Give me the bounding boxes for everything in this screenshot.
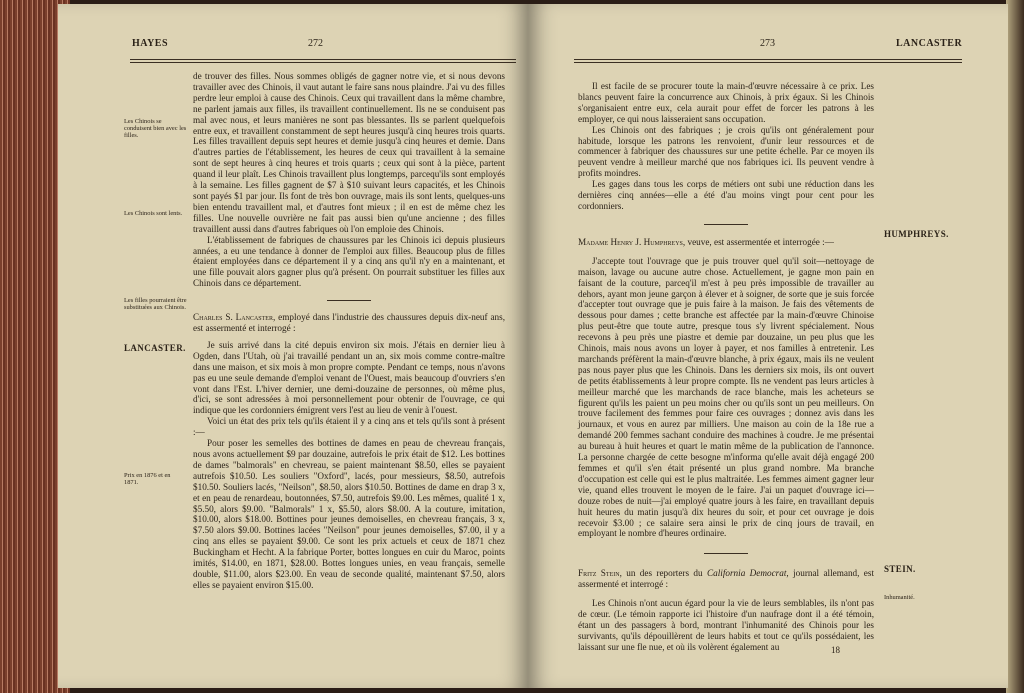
speaker-name: Fritz Stein, <box>578 568 622 579</box>
speaker-description: veuve, est assermentée et interrogée :— <box>687 236 834 247</box>
paragraph: Les gages dans tous les corps de métiers ont subi une réduction dans les dernières cinq années—elle a été d'au moins vingt pour cent pour les cordonniers. <box>578 179 874 211</box>
paragraph: L'établissement de fabriques de chaussures par les Chinois ici depuis plusieurs années, a eu une tendance à donner de l'emploi aux filles. Beaucoup plus de filles étaient employées dans ce département il y a cinq ans qu'il n'y en a maintenant, et une fille pouvait alors gagner plus qu'à présent. On pourrait substituer les filles aux Chinois dans ce département. <box>193 234 505 289</box>
margin-note: Inhumanité. <box>884 594 915 601</box>
section-separator <box>704 553 748 554</box>
speaker-description: un des reporters du <box>626 568 703 579</box>
speaker-intro <box>578 568 874 590</box>
paragraph: Il est facile de se procurer toute la main-d'œuvre nécessaire à ce prix. Les blancs peuvent faire la concurrence aux Chinois, à prix égaux. Si les Chinois s'organisaient entre eux, cela aurait pour effet de forcer les patrons à les employer, ce qui nous laisseraient sans occupation. <box>578 81 874 124</box>
page-edges-right <box>1006 0 1024 693</box>
speaker-intro <box>578 237 874 248</box>
header-rule <box>130 59 516 60</box>
newspaper-title: California Democrat, <box>707 568 789 579</box>
paragraph: Pour poser les semelles des bottines de dames en peau de chevreau français, nous avons actuellement $9 par douzaine, autrefois le prix était de $12. Les bottines de dames "balmorals" en chevreau, se paient maintenant $8.50, elles se payaient autrefois $10.50. Les souliers "Oxford", lacés, pour messieurs, $8.50, autrefois $10.50. Souliers lacés, "Neilson", $8.50, alors $10.50. Bottines de dame en drap 3 x, et en peau de renardeau, boutonnées, $7.50, autrefois $9.00. Les mêmes, qualité 1 x, $5.50, alors $9.00. "Balmorals" 1 x, $5.50, alors $8.00. A la couture, imitation, $10.00, alors $18.00. Bottines pour jeunes demoiselles, en chevreau français, 3 x, $7.50 alors $9.00. Bottines lacées "Neilson" pour jeunes demoiselles, $7.00, il y a cinq ans elles se payaient $9.00. Ce sont les prix actuels et ceux de 1871 chez Buckingham et Hecht. A la fabrique Porter, bottes longues en cuir du Maroc, points imités, $14.00, en 1871, $28.00. Bottes longues unies, en veau français, semelle double, $11.00, alors $23.00. En veau de seconde qualité, maintenant $7.50, alors elles se payaient environ $15.00. <box>193 438 505 590</box>
right-page <box>528 4 1008 688</box>
margin-note: Les Chinois se conduisent bien avec les filles. <box>124 118 187 140</box>
section-separator <box>327 300 371 301</box>
paragraph: Les Chinois n'ont aucun égard pour la vie de leurs semblables, ils n'ont pas de cœur. (Le témoin rapporte ici l'histoire d'un naufrage dont il a été témoin, étant un des passagers à bord, montrant l'inhumanité des Chinois pour les survivants, qu'ils dépouillèrent de leurs habits et tout ce qu'ils possédaient, les laissant sur une fle nue, et où ils volèrent également au <box>578 598 874 652</box>
section-separator <box>704 224 748 225</box>
left-page <box>58 4 528 688</box>
signature-mark: 18 <box>831 645 840 655</box>
speaker-name: Charles S. Lancaster, <box>193 312 276 323</box>
paragraph: Les Chinois ont des fabriques ; je crois qu'ils ont généralement pour habitude, lorsque les patrons les renvoient, d'unir leur ressources et de commencer à fabriquer des chaussures sur une petite échelle. Par ce moyen ils peuvent vendre à meilleur marché que nos fabriques ici. Ils peuvent vendre à profits moindres. <box>578 124 874 179</box>
margin-note: Les filles pourraient être substituées aux Chinois. <box>124 297 187 312</box>
running-head-left: HAYES <box>132 38 169 49</box>
page-number-right: 273 <box>760 38 775 49</box>
page-number-left: 272 <box>308 38 323 49</box>
margin-note: Prix en 1876 et en 1871. <box>124 472 171 487</box>
margin-note: Les Chinois sont lents. <box>124 210 183 217</box>
paragraph: Je suis arrivé dans la cité depuis environ six mois. J'étais en dernier lieu à Ogden, dans l'Utah, où j'ai travaillé pendant un an, six mois comme contre-maître dans une maison, et six mois à mon propre compte. Pendant ce temps, nous n'avons pas eu une seule demande d'emploi venant de l'Ouest, mais beaucoup d'ouvriers s'en vont dans l'Est. L'hiver dernier, une demi-douzaine de personnes, où même plus, d'ici, se sont adressées à moi personnellement pour obtenir de l'ouvrage, ce qui indique que les cordonniers émigrent vers l'est au lieu de venir à l'ouest. <box>193 339 505 416</box>
speaker-margin-stein: STEIN. <box>884 564 916 574</box>
speaker-name: Madame Henry J. Humphreys, <box>578 236 686 247</box>
paragraph: J'accepte tout l'ouvrage que je puis trouver quel qu'il soit—nettoyage de maison, lavage ou aucune autre chose. Actuellement, je gagne mon pain en faisant de la couture, parceq'il m'est à peu près impossible de travailler au dehors, ayant mon jeune garçon à élever et à soigner, de sorte que je suis forcée d'accepter tout ouvrage que je puis faire à la maison. Je fais des vêtements de dessous pour dames ; cette branche est affectée par la main-d'œuvre Chinoise plus peut-être que toute autre, presque tous s'y livrent spécialement. Nous recevons à peu près une piastre et demie par douzaine, un peu plus que les Chinois, mais nous avons un loyer à payer, et nos familles à entretenir. Les marchands préfèrent la main-d'œuvre blanche, à prix égaux, mais ils ne veulent pas nous payer plus que les Chinois. Dans les derniers six mois, ils ont ouvert de petits établissements à leur propre compte. Ils ne vendent pas leurs articles à meilleur marché que les marchands de race blanche, mais les acheteurs se figurent qu'ils les paient un peu moins cher ou qu'ils sont un peu meilleurs. On trouve facilement des femmes pour faire ces ouvrages ; donnez avis dans les journaux, et vous en aurez par milliers. Une maison au coin de la 18e rue a demandé 200 femmes sachant conduire des machines à coudre. Je me présentai au bureau à huit heures et quart le matin même de la publication de l'annonce. La personne chargée de cette besogne m'informa qu'elle avait déjà engagé 200 femmes et qu'il s'en était présenté un plus grand nombre. Ma branche d'occupation est celle qui est le plus maltraitée. Les femmes aiment gagner leur vie, quand elles trouvent le moyen de le faire. J'ai un paquet d'ouvrage ici—douze robes de nuit—j'ai employé quatre jours à les faire, en travaillant depuis huit heures du matin jusqu'à dix heures du soir, et pour cet ouvrage je dois recevoir $3.00 ; ce salaire sera ainsi le prix de cinq jours de travail, en employant le nombre d'heures ordinaire. <box>578 255 874 539</box>
running-head-right: LANCASTER <box>896 38 963 49</box>
speaker-intro <box>193 312 505 334</box>
right-page-text-top <box>578 81 874 653</box>
header-rule <box>130 62 516 63</box>
paragraph: Voici un état des prix tels qu'ils étaient il y a cinq ans et tels qu'ils sont à présent :— <box>193 416 505 438</box>
speaker-description: journal allemand, est assermenté et interrogé : <box>578 568 875 590</box>
speaker-description: employé dans l'industrie des chaussures depuis dix-neuf ans, est assermenté et interrogé : <box>193 312 505 334</box>
speaker-margin-lancaster: LANCASTER. <box>124 343 186 353</box>
header-rule <box>574 59 962 60</box>
header-rule <box>574 62 962 63</box>
left-page-text <box>193 71 505 591</box>
paragraph: de trouver des filles. Nous sommes obligés de gagner notre vie, et si nous devons travailler avec des Chinois, il vaut autant le faire sans nous plaindre. J'ai vu des filles perdre leur emploi à cause des Chinois. Ceux qui travaillent dans la même chambre, ne parlent jamais aux filles, ils travaillent continuellement. Ils ne se conduisent pas mal avec nous, et leurs manières ne sont pas blessantes. Ils se parlent quelquefois entre eux, et travaillent constamment de sept heures jusqu'à cinq heures trois quarts. Les filles travaillent depuis sept heures et demie jusqu'à cinq heures et demie. Dans d'autres parties de l'établissement, les heures de ceux qui travaillent à la semaine sont de sept heures à cinq heures et trois quarts ; ceux qui sont à la pièce, partent quand il leur plaît. Les Chinois travaillent plus longtemps, parcequ'ils sont employés à la semaine. Les filles gagnent de $7 à $10 suivant leurs capacités, et les Chinois sont payés $1 par jour. Ils font de très bon ouvrage, mais ils sont lents, quelques-uns bien entendu travaillent mal, et d'autres font mieux ; il en est de même chez les filles. Une nouvelle ouvrière ne fait pas aussi bien qu'une ancienne ; des filles travaillent aussi dans d'autres fabriques où l'on emploie des Chinois. <box>193 71 505 234</box>
speaker-margin-humphreys: HUMPHREYS. <box>884 229 949 239</box>
